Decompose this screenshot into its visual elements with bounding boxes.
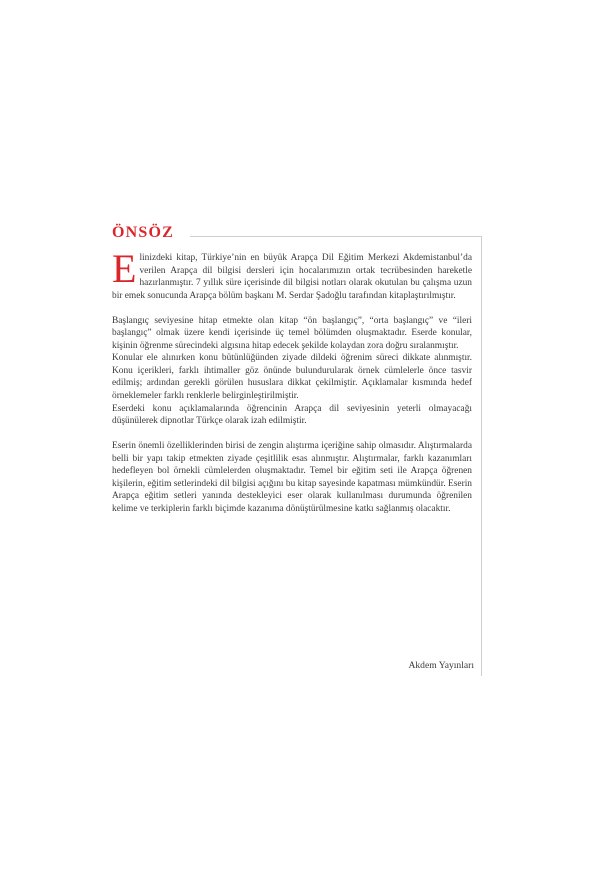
paragraph-gap (112, 428, 472, 441)
frame-rule-right (481, 236, 482, 676)
paragraph-1 (112, 246, 472, 302)
preface-body (112, 246, 472, 515)
drop-cap: E (112, 246, 137, 291)
paragraph-3: Konular ele alınırken konu bütünlüğünden ziyade dildeki öğrenim süreci dikkate alınmıştır. Konu içerikleri, farklı ihtimaller göz önünde bulundurularak örnek cümlelerle önce tasvir edilmiş; ardından gerekli görülen hususlara dikkat çekilmiştir. Açıklamalar kısmında hedef örneklemeler farklı renklerle belirginleştirilmiştir. (112, 353, 472, 401)
paragraph-gap (112, 302, 472, 315)
publisher-signature: Akdem Yayınları (408, 660, 474, 671)
paragraph-2: Başlangıç seviyesine hitap etmekte olan kitap “ön başlangıç”, “orta başlangıç” ve “ileri başlangıç” olmak üzere kendi içerisinde üç temel bölümden oluşmaktadır. Eserde konular, kişinin öğrenme sürecindeki algısına hitap edecek şekilde kolaydan zora doğru sıralanmıştır. (112, 315, 472, 351)
frame-rule-top (190, 236, 482, 237)
paragraph-4: Eserdeki konu açıklamalarında öğrencinin Arapça dil seviyesinin yeterli olmayacağı düşünülerek dipnotlar Türkçe olarak izah edilmiştir. (112, 403, 472, 427)
paragraph-1-text: linizdeki kitap, Türkiye’nin en büyük Arapça Dil Eğitim Merkezi Akdemistanbul’da verilen Arapça dil bilgisi dersleri için hocalarımızın ortak tecrübesinden hareketle hazırlanmıştır. 7 yıllık süre içerisinde dil bilgisi notları olarak okutulan bu çalışma uzun bir emek sonucunda Arapça bölüm başkanı M. Serdar Şadoğlu tarafından kitaplaştırılmıştır. (112, 253, 472, 301)
page-title: ÖNSÖZ (112, 224, 175, 241)
paragraph-5: Eserin önemli özelliklerinden birisi de zengin alıştırma içeriğine sahip olmasıdır. Alıştırmalarda belli bir yapı takip etmekten ziyade çeşitlilik esas alınmıştır. Alıştırmalar, farklı kazanımları hedefleyen bol örnekli cümlelerden oluşmaktadır. Temel bir eğitim seti ile Arapça öğrenen kişilerin, eğitim setlerindeki dil bilgisi açığını bu kitap sayesinde kapatması mümkündür. Eserin Arapça eğitim setleri yanında destekleyici eser olarak kullanılması durumunda öğrenilen kelime ve terkiplerin farklı biçimde kazanıma dönüştürülmesine katkı sağlanmış olacaktır. (112, 441, 472, 514)
